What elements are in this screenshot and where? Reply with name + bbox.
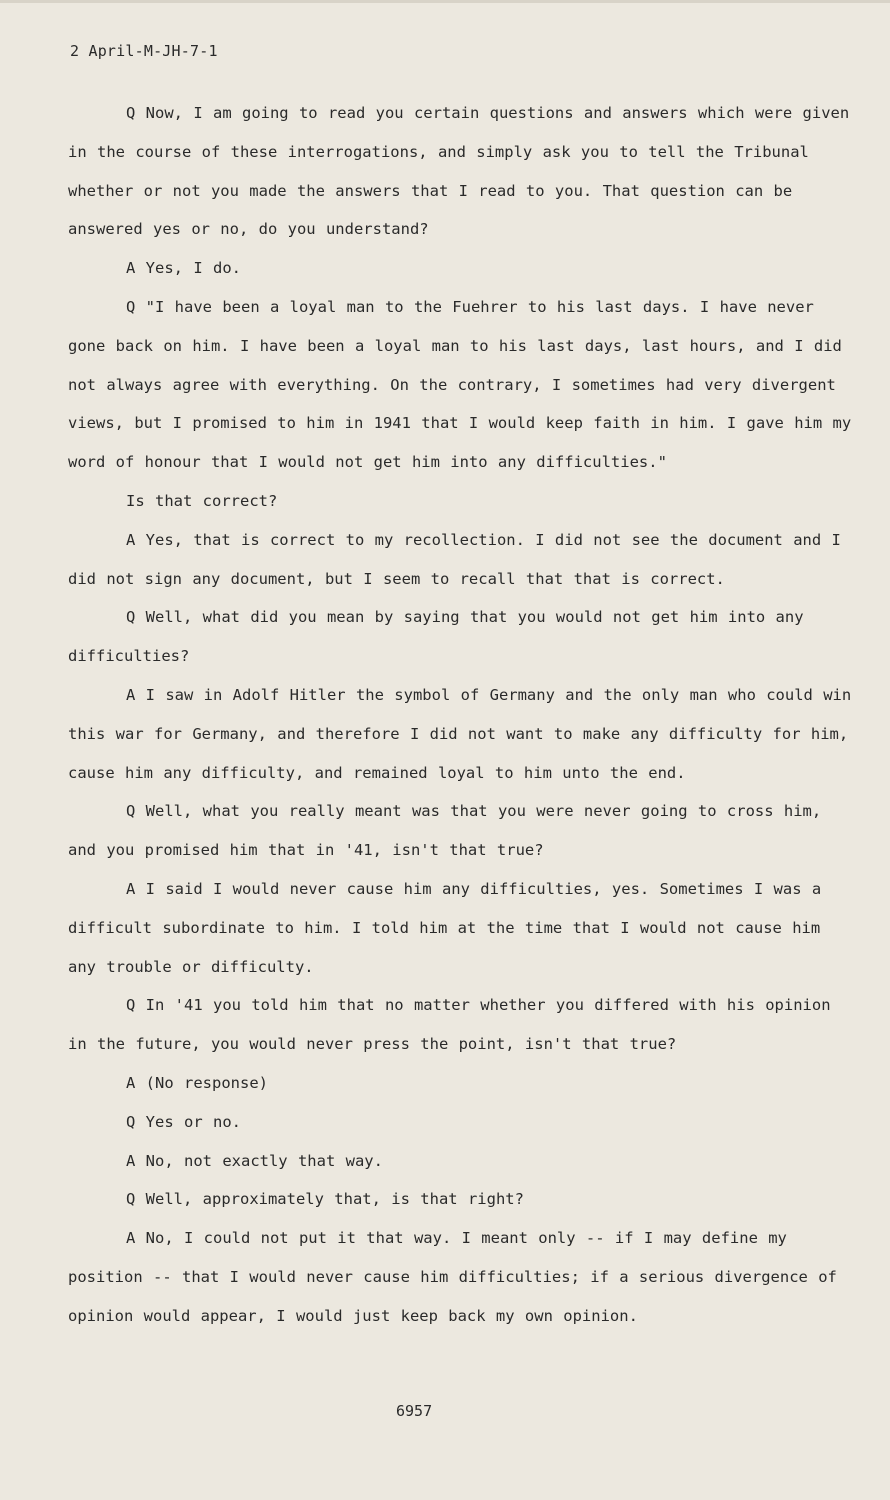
transcript-paragraph: Q In '41 you told him that no matter whether you differed with his opinion in the future, you would never press the point, isn't that true? [68, 996, 831, 1054]
transcript-paragraph: Q Well, what you really meant was that you were never going to cross him, and you promised him that in '41, isn't that true? [68, 802, 822, 860]
transcript-paragraph: A I saw in Adolf Hitler the symbol of Germany and the only man who could win this war for Germany, and therefore I did not want to make any difficulty for him, cause him any difficulty, and remained loyal to him unto the end. [68, 685, 852, 782]
transcript-paragraph: A Yes, I do. [126, 259, 241, 278]
transcript-paragraph: Q Yes or no. [126, 1112, 241, 1131]
transcript-paragraph: Is that correct? [126, 491, 278, 510]
transcript-paragraph: Q "I have been a loyal man to the Fuehrer to his last days. I have never gone back on him. I have been a loyal man to his last days, last hours, and I did not always agree with everything. On the contrary, I sometimes had very divergent views, but I promised to him in 1941 that I would keep faith in him. I gave him my word of honour that I would not get him into any difficulties." [68, 297, 852, 472]
transcript-paragraph: A (No response) [126, 1073, 268, 1092]
transcript-paragraph: A No, I could not put it that way. I meant only -- if I may define my position -- that I would never cause him difficulties; if a serious divergence of opinion would appear, I would just keep back my own opinion. [68, 1229, 837, 1325]
transcript-body [68, 94, 858, 1336]
transcript-paragraph: Q Well, approximately that, is that right? [126, 1190, 524, 1209]
transcript-paragraph: Q Well, what did you mean by saying that you would not get him into any difficulties? [68, 608, 804, 666]
page-header: 2 April-M-JH-7-1 [70, 42, 218, 60]
transcript-paragraph: A I said I would never cause him any difficulties, yes. Sometimes I was a difficult subordinate to him. I told him at the time that I would not cause him any trouble or difficulty. [68, 879, 822, 976]
page-number: 6957 [396, 1402, 433, 1420]
transcript-paragraph: A No, not exactly that way. [126, 1151, 383, 1170]
transcript-paragraph: Q Now, I am going to read you certain questions and answers which were given in the course of these interrogations, and simply ask you to tell the Tribunal whether or not you made the answers that I read to you. That question can be answered yes or no, do you understand? [68, 104, 850, 239]
transcript-paragraph: A Yes, that is correct to my recollection. I did not see the document and I did not sign any document, but I seem to recall that that is correct. [68, 530, 841, 588]
page-top-edge [0, 0, 890, 3]
